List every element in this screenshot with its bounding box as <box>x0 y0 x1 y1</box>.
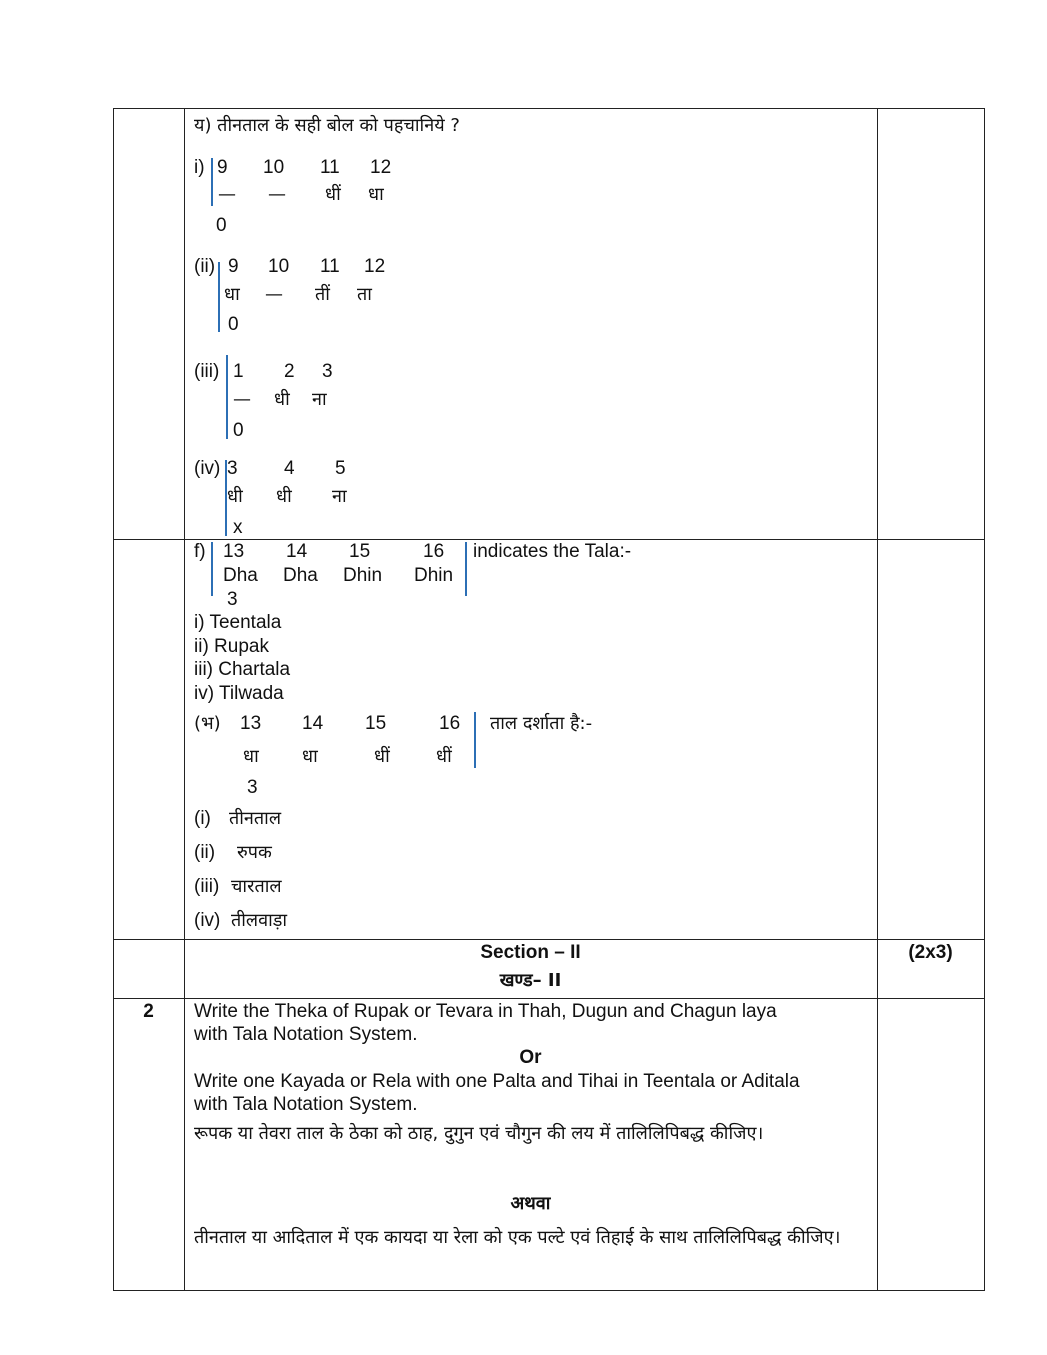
option-text: तीलवाड़ा <box>231 910 288 931</box>
beat-number: 13 <box>240 713 262 734</box>
bol: धी <box>227 486 243 507</box>
table-border-right <box>984 108 985 1291</box>
tali-mark: 0 <box>228 314 239 335</box>
question-text: Write the Theka of Rupak or Tevara in Thah, Dugun and Chagun laya <box>194 1001 777 1022</box>
bol: ता <box>357 284 372 305</box>
option-label: (iii) <box>194 361 220 382</box>
vibhag-bar <box>465 542 467 596</box>
section-title-hindi: खण्ड– II <box>499 970 562 991</box>
row-divider <box>113 539 985 540</box>
option-number: (iv) <box>194 910 221 931</box>
beat-number: 12 <box>364 256 386 277</box>
option-number: (iii) <box>194 876 220 897</box>
tali-mark: 3 <box>247 777 258 798</box>
vibhag-bar <box>474 712 476 768</box>
tali-mark: 0 <box>233 420 244 441</box>
question-ya-title: य) तीनताल के सही बोल को पहचानिये ? <box>194 115 460 136</box>
tali-mark: 3 <box>227 589 238 610</box>
bol: ना <box>332 486 347 507</box>
beat-number: 1 <box>233 361 244 382</box>
option-text: तीनताल <box>229 808 282 829</box>
bol: Dha <box>223 565 258 586</box>
option-label: (ii) <box>194 256 216 277</box>
option: iv) Tilwada <box>194 683 284 704</box>
row-divider <box>113 939 985 940</box>
option-number: (i) <box>194 808 211 829</box>
beat-number: 9 <box>217 157 228 178</box>
beat-number: 16 <box>439 713 461 734</box>
column-divider <box>877 108 878 1291</box>
or-separator-hindi: अथवा <box>510 1193 551 1214</box>
option-text: रुपक <box>237 842 272 863</box>
beat-number: 3 <box>227 458 238 479</box>
bol: धा <box>243 746 259 767</box>
question-number: 2 <box>143 1001 154 1022</box>
bol: धी <box>276 486 292 507</box>
bol: Dhin <box>343 565 383 586</box>
option-text: चारताल <box>231 876 282 897</box>
question-text: with Tala Notation System. <box>194 1094 418 1115</box>
vibhag-bar <box>218 262 220 332</box>
beat-number: 3 <box>322 361 333 382</box>
option-label: (iv) <box>194 458 221 479</box>
table-border-left <box>113 108 114 1291</box>
beat-number: 13 <box>223 541 245 562</box>
table-border-top <box>113 108 985 109</box>
question-text: with Tala Notation System. <box>194 1024 418 1045</box>
section-marks: (2x3) <box>908 942 953 963</box>
table-border-bottom <box>113 1290 985 1291</box>
beat-number: 15 <box>349 541 371 562</box>
bol: धी <box>274 389 290 410</box>
bol: धा <box>302 746 318 767</box>
bol: धीं <box>436 746 452 767</box>
beat-number: 4 <box>284 458 295 479</box>
beat-number: 9 <box>228 256 239 277</box>
bol: तीं <box>315 284 330 305</box>
bol: Dhin <box>414 565 454 586</box>
question-f-suffix: indicates the Tala:- <box>473 541 632 562</box>
bol: — <box>265 284 283 305</box>
question-bha-suffix: ताल दर्शाता है:- <box>490 713 593 734</box>
tali-mark: 0 <box>216 215 227 236</box>
question-f-label: f) <box>194 541 206 562</box>
option-label: i) <box>194 157 205 178</box>
beat-number: 14 <box>286 541 308 562</box>
bol: ना <box>312 389 327 410</box>
beat-number: 16 <box>423 541 445 562</box>
option: ii) Rupak <box>194 636 269 657</box>
column-divider <box>184 108 185 1291</box>
beat-number: 2 <box>284 361 295 382</box>
tali-mark: x <box>233 517 243 538</box>
vibhag-bar <box>211 158 213 206</box>
beat-number: 10 <box>263 157 285 178</box>
option-number: (ii) <box>194 842 216 863</box>
row-divider <box>113 998 985 999</box>
bol: — <box>268 184 286 205</box>
beat-number: 11 <box>320 256 340 277</box>
bol: धीं <box>325 184 341 205</box>
bol: — <box>218 184 236 205</box>
beat-number: 11 <box>320 157 340 178</box>
vibhag-bar <box>226 355 228 439</box>
question-text-hindi: रूपक या तेवरा ताल के ठेका को ठाह, दुगुन एवं चौगुन की लय में तालिलिपिबद्ध कीजिए। <box>194 1123 764 1144</box>
option: i) Teentala <box>194 612 282 633</box>
vibhag-bar <box>211 542 213 596</box>
bol: धा <box>224 284 240 305</box>
option: iii) Chartala <box>194 659 291 680</box>
bol: Dha <box>283 565 318 586</box>
beat-number: 12 <box>370 157 392 178</box>
question-text: Write one Kayada or Rela with one Palta and Tihai in Teentala or Aditala <box>194 1071 800 1092</box>
beat-number: 14 <box>302 713 324 734</box>
bol: — <box>233 389 251 410</box>
beat-number: 15 <box>365 713 387 734</box>
beat-number: 5 <box>335 458 346 479</box>
bol: धीं <box>374 746 390 767</box>
or-separator: Or <box>519 1047 542 1068</box>
question-bha-label: (भ) <box>194 713 221 734</box>
section-title: Section – II <box>480 942 581 963</box>
beat-number: 10 <box>268 256 290 277</box>
question-text-hindi: तीनताल या आदिताल में एक कायदा या रेला को एक पल्टे एवं तिहाई के साथ तालिलिपिबद्ध कीजिए। <box>194 1227 841 1248</box>
bol: धा <box>368 184 384 205</box>
